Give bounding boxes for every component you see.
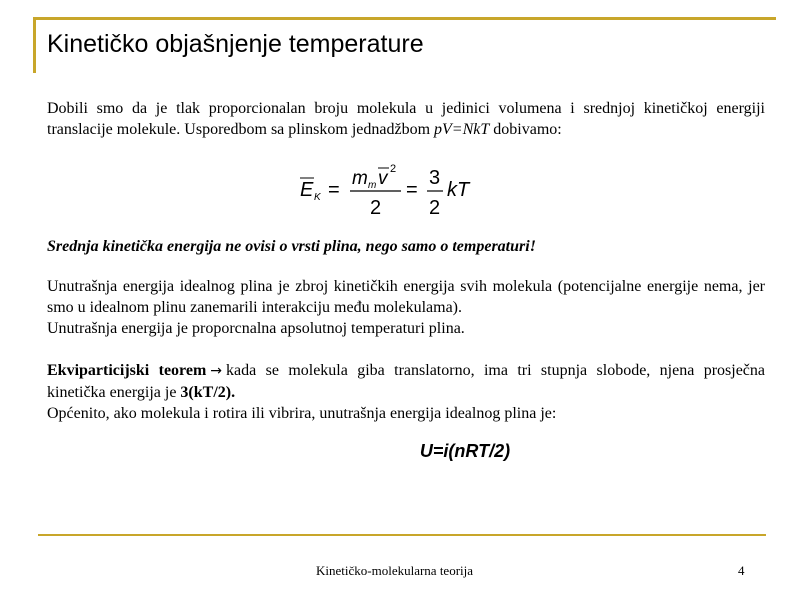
formula-v: v (378, 168, 388, 189)
formula-num2: 3 (429, 167, 441, 189)
slide-title: Kinetičko objašnjenje temperature (47, 30, 424, 58)
intro-text: Dobili smo da je tlak proporcionalan broju molekula u jedinici volumena i srednjoj kinetičkoj energiji translacije molekule. Usporedbom sa plinskom jednadžbom (47, 100, 765, 138)
kinetic-energy-formula (298, 160, 478, 218)
footer-label: Kinetičko-molekularna teorija (316, 563, 474, 578)
intro-end: dobivamo: (489, 121, 562, 138)
page-number: 4 (738, 563, 745, 578)
formula-den2: 2 (429, 197, 441, 218)
formula-den1: 2 (370, 197, 382, 218)
paragraph-intro (47, 98, 765, 140)
equipartition-text: kada se molekula giba translatorno, ima tri stupnja slobode, njena prosječna kinetička energija je (47, 362, 766, 401)
equipartition-line2: Općenito, ako molekula i rotira ili vibrira, unutrašnja energija idealnog plina je: (47, 405, 557, 422)
right-arrow-icon: → (210, 363, 223, 379)
internal-energy-line2: Unutrašnja energija je proporcnalna apsolutnoj temperaturi plina. (47, 320, 465, 337)
formula-m-sub: m (368, 180, 377, 191)
equipartition-term: Ekviparticijski teorem (47, 362, 207, 379)
formula-ek-sub: K (314, 192, 321, 203)
formula-v-sup: 2 (390, 163, 397, 175)
internal-energy-line1: Unutrašnja energija idealnog plina je zbroj kinetičkih energija svih molekula (potencijalne energije nema, jer smo u idealnom plinu zanemarili interakciju među molekulama). (47, 278, 765, 316)
formula-kt: kT (447, 179, 470, 201)
formula-m: m (352, 168, 368, 189)
bottom-decorative-rule (38, 534, 766, 536)
equipartition-value: 3(kT/2). (180, 384, 236, 401)
paragraph-equipartition (47, 360, 765, 424)
paragraph-internal-energy (47, 276, 765, 339)
formula-ek: E (300, 179, 314, 201)
formula-eq1: = (328, 179, 340, 201)
top-decorative-rule (36, 17, 776, 20)
gas-equation: pV=NkT (434, 121, 490, 138)
paragraph-emphasis: Srednja kinetička energija ne ovisi o vrsti plina, nego samo o temperaturi! (47, 238, 536, 255)
internal-energy-formula: U=i(nRT/2) (419, 441, 511, 461)
left-decorative-rule (33, 17, 36, 73)
formula-eq2: = (406, 179, 418, 201)
